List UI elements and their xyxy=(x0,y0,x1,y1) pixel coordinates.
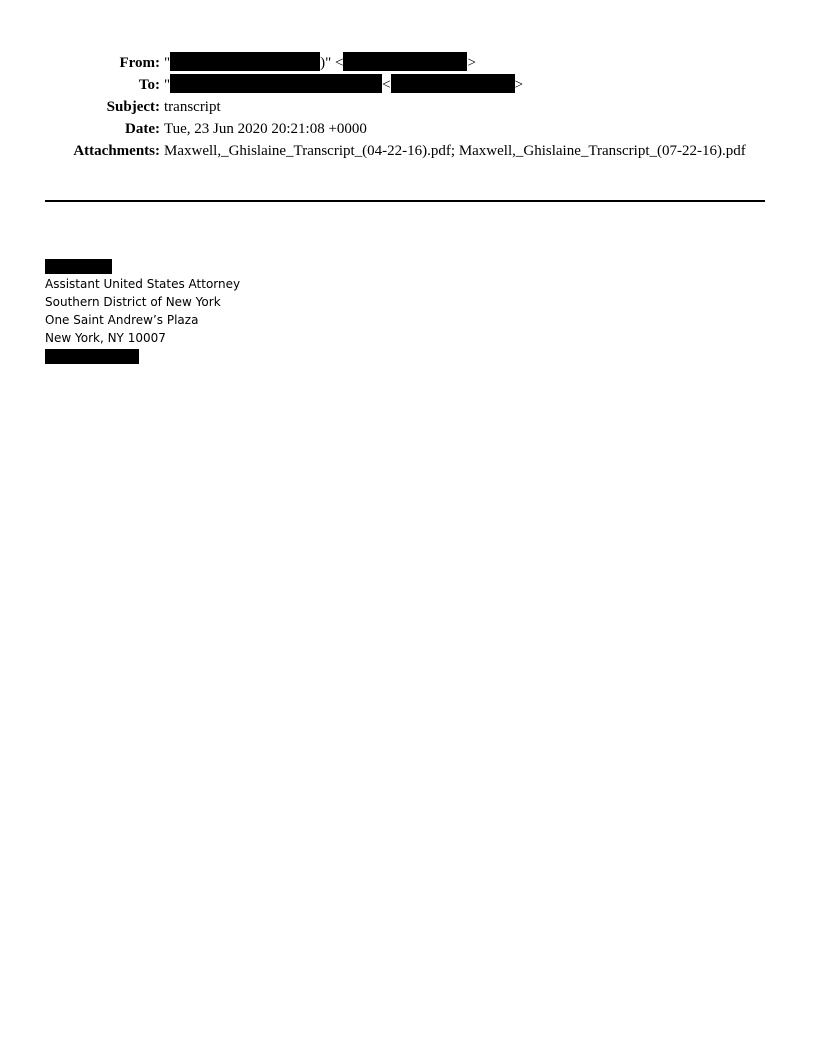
signature-city: New York, NY 10007 xyxy=(45,331,166,345)
to-label: To: xyxy=(138,77,160,93)
redaction-box xyxy=(170,74,382,93)
redaction-box xyxy=(45,349,139,364)
signature-office: Southern District of New York xyxy=(45,295,221,309)
from-row xyxy=(0,52,816,74)
header-divider xyxy=(45,200,765,202)
subject-value: transcript xyxy=(164,99,221,115)
attachments-label: Attachments: xyxy=(73,143,160,159)
signature-street: One Saint Andrew’s Plaza xyxy=(45,313,199,327)
signature-title: Assistant United States Attorney xyxy=(45,277,241,291)
redaction-box xyxy=(391,74,515,93)
redaction-box xyxy=(343,52,467,71)
date-value: Tue, 23 Jun 2020 20:21:08 +0000 xyxy=(164,121,367,137)
redaction-box xyxy=(170,52,320,71)
to-open-bracket: < xyxy=(382,77,391,93)
from-open-quote: " xyxy=(164,55,171,71)
from-close-bracket: > xyxy=(467,55,476,71)
attachments-value: Maxwell,_Ghislaine_Transcript_(04-22-16).pdf; Maxwell,_Ghislaine_Transcript_(07-22-16).pdf xyxy=(164,143,746,159)
from-value xyxy=(164,52,754,74)
attachments-row xyxy=(0,140,816,184)
email-signature xyxy=(45,259,240,364)
date-label: Date: xyxy=(125,121,160,137)
subject-label: Subject: xyxy=(106,99,160,115)
to-row xyxy=(0,74,816,96)
redaction-box xyxy=(45,259,112,274)
to-close-bracket: > xyxy=(514,77,524,93)
date-row xyxy=(0,118,816,140)
from-label: From: xyxy=(119,55,160,71)
to-open-quote: " xyxy=(164,77,171,93)
from-close-quote: )" < xyxy=(320,55,344,71)
subject-row xyxy=(0,96,816,118)
to-value xyxy=(164,74,754,96)
email-header xyxy=(0,52,816,184)
